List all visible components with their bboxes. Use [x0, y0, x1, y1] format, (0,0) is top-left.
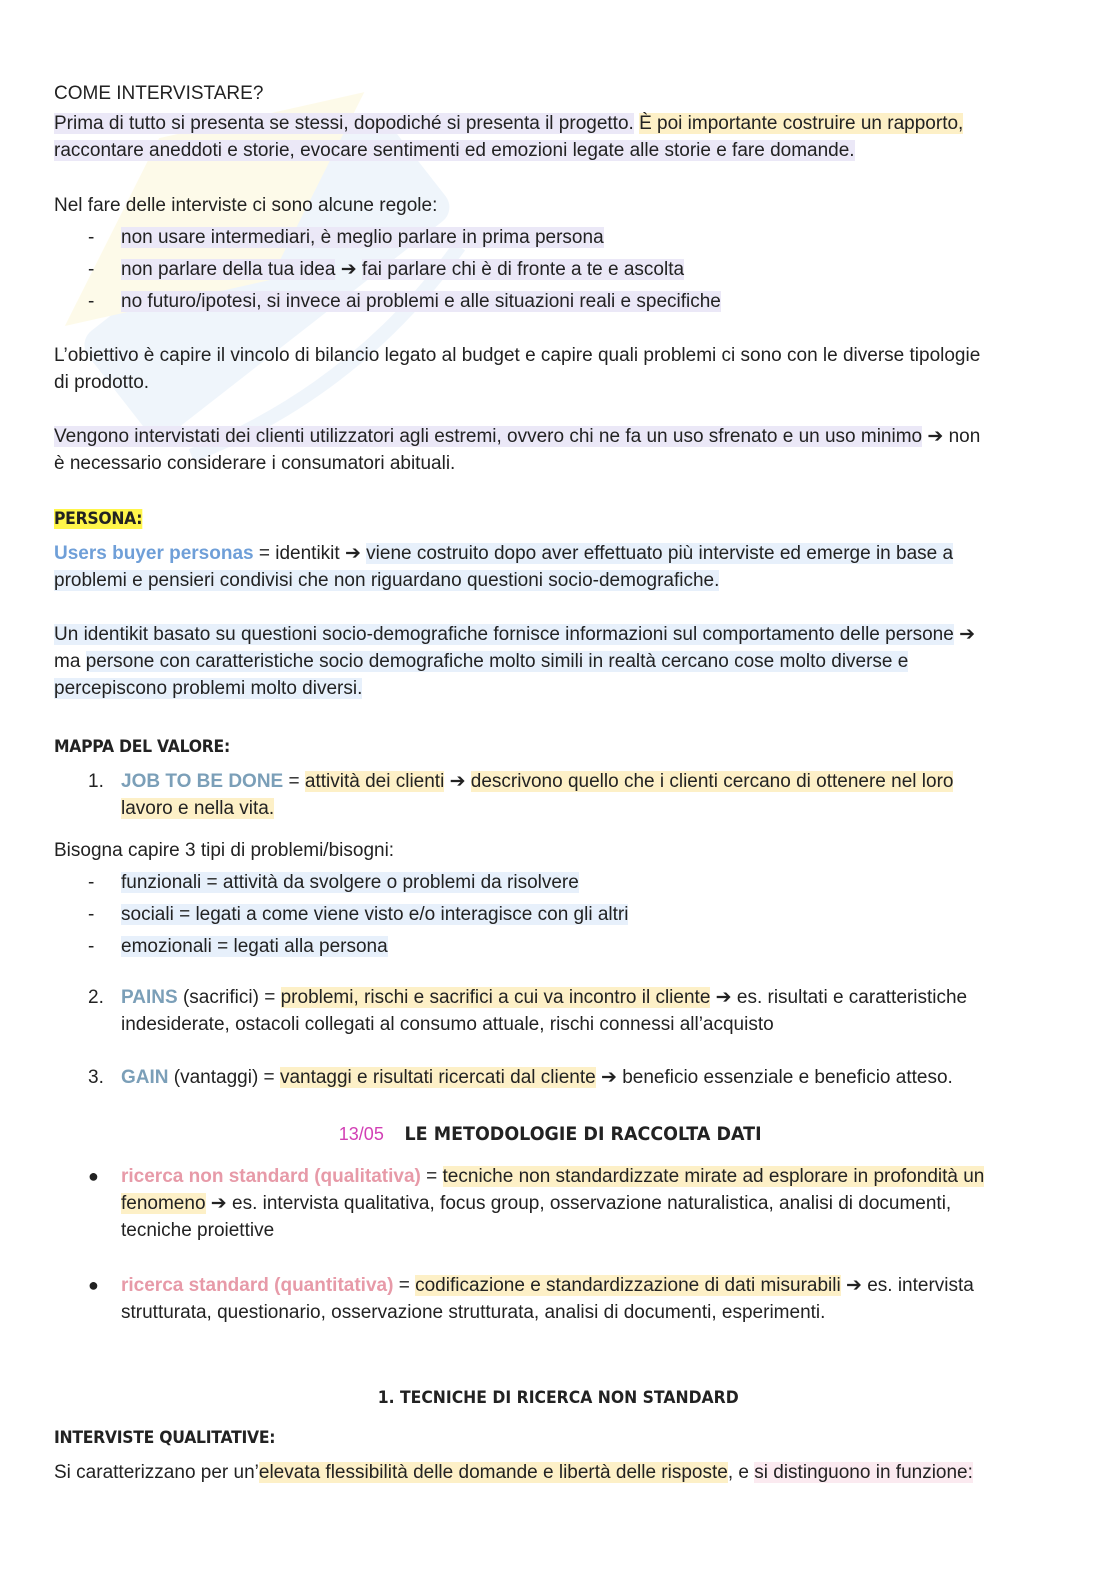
bullet-icon: ●	[88, 1166, 99, 1186]
heading-metodologie: 13/05 LE METODOLOGIE DI RACCOLTA DATI	[338, 1123, 762, 1145]
rules-intro: Nel fare delle interviste ci sono alcune regole:	[54, 195, 438, 216]
paragraph-clienti: Vengono intervistati dei clienti utilizzatori agli estremi, ovvero chi ne fa un uso sfrenato e un uso minimo ➔ non è necessario considerare i consumatori abituali.	[54, 426, 981, 474]
rule-item: non parlare della tua idea ➔ fai parlare chi è di fronte a te e ascolta	[121, 259, 685, 280]
list-number: 1.	[88, 771, 104, 792]
heading-mappa-del-valore: MAPPA DEL VALORE:	[54, 737, 230, 757]
section-title-come-intervistare: COME INTERVISTARE?	[54, 83, 264, 104]
arrow-icon: ➔	[959, 624, 976, 645]
rule-item: no futuro/ipotesi, si invece ai problemi e alle situazioni reali e specifiche	[121, 291, 721, 312]
list-item-pains: PAINS (sacrifici) = problemi, rischi e sacrifici a cui va incontro il cliente ➔ es. risultati e caratteristiche indesiderate, ostacoli collegati al consumo attuale, rischi connessi all’acquisto	[121, 987, 968, 1035]
dash-marker: -	[88, 936, 95, 957]
heading-persona: PERSONA:	[54, 509, 143, 529]
paragraph-interviste: Si caratterizzano per un’elevata flessibilità delle domande e libertà delle risposte, e si distinguono in funzione:	[54, 1462, 973, 1483]
bullet-icon: ●	[88, 1275, 99, 1295]
list-item-ricerca-standard: ricerca standard (quantitativa) = codificazione e standardizzazione di dati misurabili ➔ es. intervista strutturata, questionario, osservazione strutturata, analisi di documenti, esperimenti.	[121, 1275, 974, 1323]
arrow-icon: ➔	[846, 1275, 862, 1296]
arrow-icon: ➔	[600, 1067, 617, 1088]
arrow-icon: ➔	[210, 1193, 227, 1214]
arrow-icon: ➔	[449, 771, 466, 792]
list-item-job: JOB TO BE DONE = attività dei clienti ➔ descrivono quello che i clienti cercano di ottenere nel loro lavoro e nella vita.	[121, 771, 954, 819]
rule-item: non usare intermediari, è meglio parlare in prima persona	[121, 227, 604, 248]
heading-interviste-qualitative: INTERVISTE QUALITATIVE:	[54, 1428, 276, 1448]
paragraph-persona: Users buyer personas = identikit ➔ viene costruito dopo aver effettuato più interviste ed emerge in base a problemi e pensieri condivisi che non riguardano questioni socio-demografiche.	[54, 543, 954, 591]
dash-marker: -	[88, 904, 95, 925]
dash-marker: -	[88, 291, 95, 312]
dash-marker: -	[88, 872, 95, 893]
arrow-icon: ➔	[344, 543, 361, 564]
needs-intro: Bisogna capire 3 tipi di problemi/bisogni:	[54, 840, 395, 861]
list-number: 2.	[88, 987, 104, 1008]
dash-marker: -	[88, 259, 95, 280]
arrow-icon: ➔	[927, 426, 944, 447]
date-label: 13/05	[338, 1124, 384, 1144]
arrow-icon: ➔	[715, 987, 732, 1008]
dash-marker: -	[88, 227, 95, 248]
paragraph-intro: Prima di tutto si presenta se stessi, dopodiché si presenta il progetto. È poi importante costruire un rapporto, raccontare aneddoti e storie, evocare sentimenti ed emozioni legate alle storie e fare domande.	[54, 113, 964, 161]
need-item: funzionali = attività da svolgere o problemi da risolvere	[121, 872, 579, 893]
paragraph-identikit: Un identikit basato su questioni socio-demografiche fornisce informazioni sul comportamento delle persone ➔ ma persone con caratteristiche socio demografiche molto simili in realtà cercano cose molto diverse e percepiscono problemi molto diversi.	[54, 624, 976, 699]
need-item: sociali = legati a come viene visto e/o interagisce con gli altri	[121, 904, 629, 925]
list-item-ricerca-non-standard: ricerca non standard (qualitativa) = tecniche non standardizzate mirate ad esplorare in profondità un fenomeno ➔ es. intervista qualitativa, focus group, osservazione naturalistica, analisi di documenti, tecniche proiettive	[121, 1166, 985, 1241]
paragraph-obiettivo: L’obiettivo è capire il vincolo di bilancio legato al budget e capire quali problemi ci sono con le diverse tipologie di prodotto.	[54, 345, 981, 393]
need-item: emozionali = legati alla persona	[121, 936, 388, 957]
arrow-icon: ➔	[340, 259, 357, 280]
heading-tecniche: 1. TECNICHE DI RICERCA NON STANDARD	[377, 1388, 739, 1408]
list-number: 3.	[88, 1067, 104, 1088]
list-item-gain: GAIN (vantaggi) = vantaggi e risultati ricercati dal cliente ➔ beneficio essenziale e beneficio atteso.	[121, 1067, 953, 1088]
